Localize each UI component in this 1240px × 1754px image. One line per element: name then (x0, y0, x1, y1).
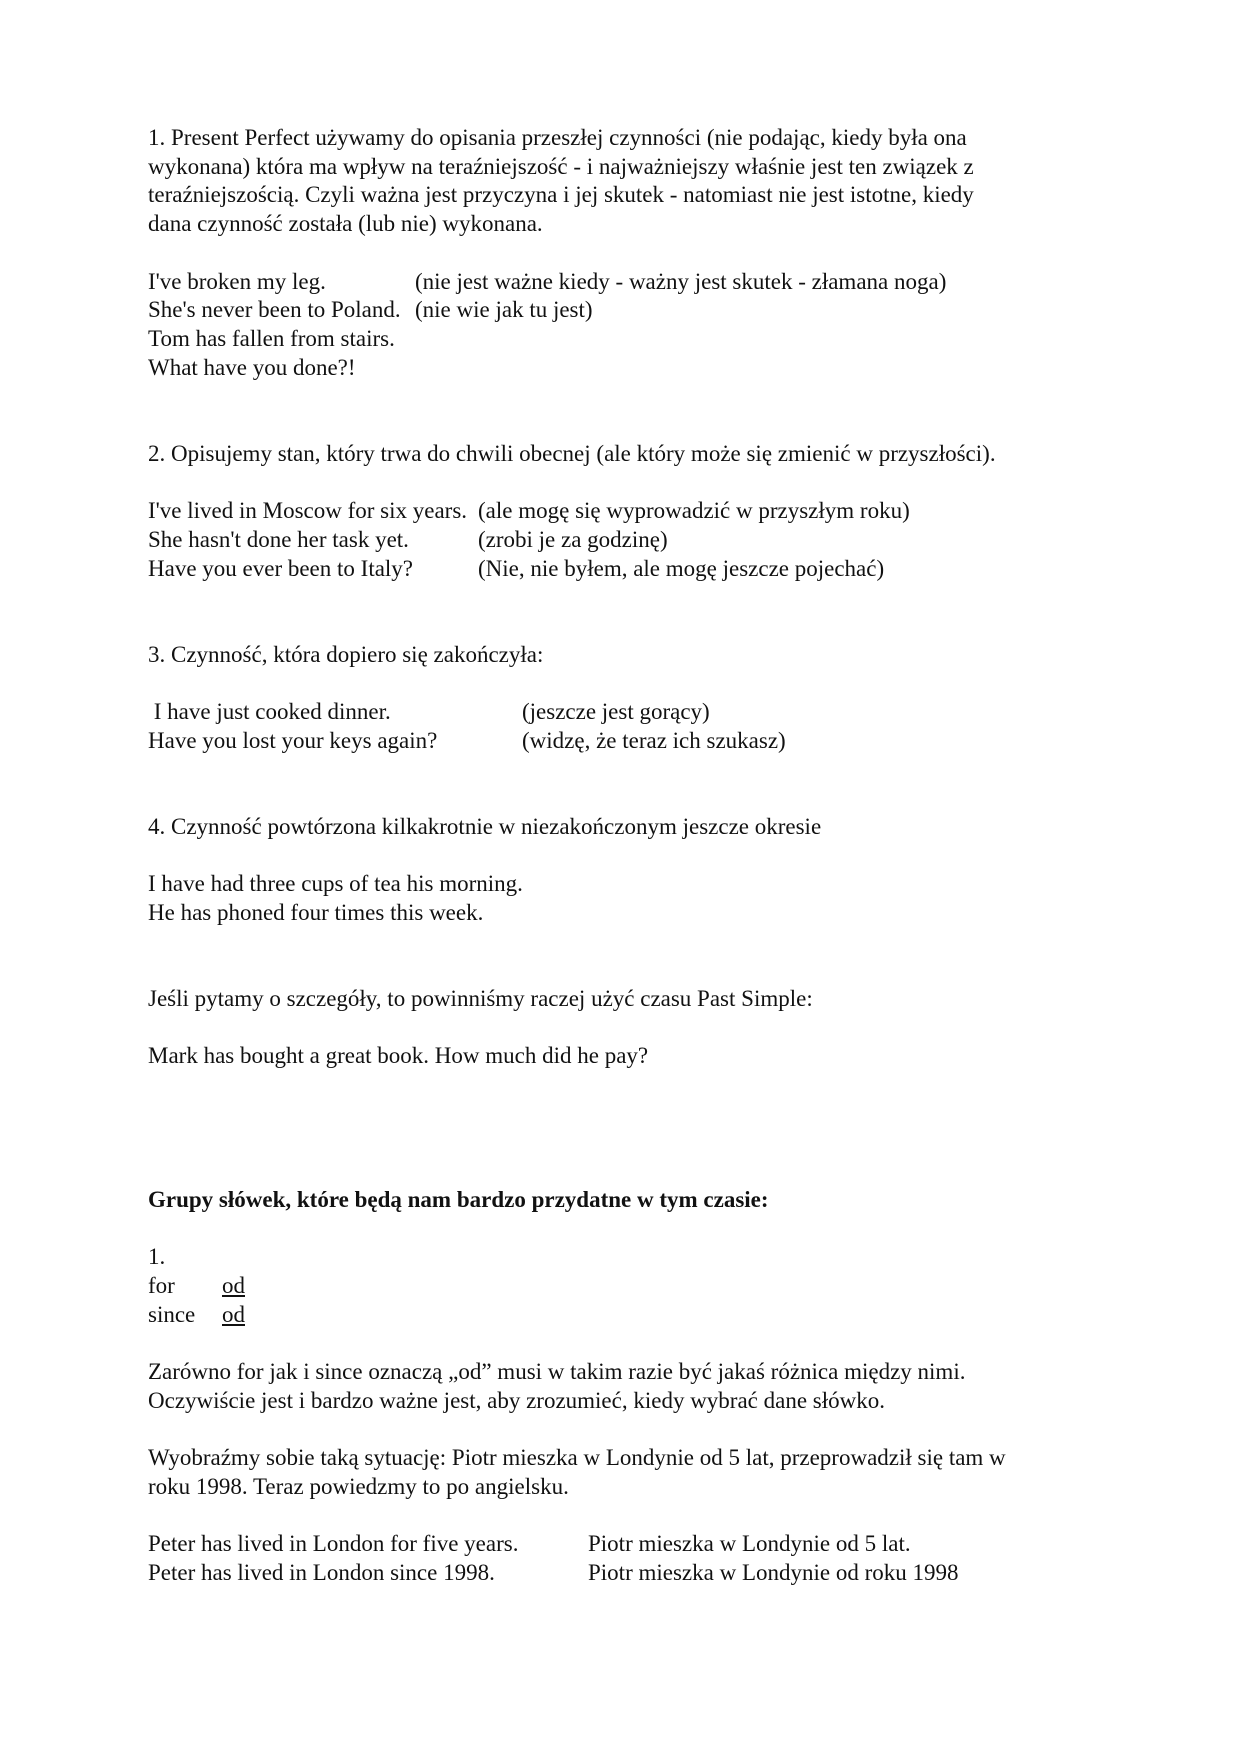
past-simple-note: Jeśli pytamy o szczegóły, to powinniśmy raczej użyć czasu Past Simple: (148, 985, 813, 1011)
example-en: She hasn't done her task yet. (148, 526, 409, 552)
example-en: Tom has fallen from stairs. (148, 325, 395, 351)
word-pair-for (148, 1272, 1098, 1301)
example-pl: (jeszcze jest gorący) (522, 698, 710, 724)
s1-example-2 (148, 296, 1098, 325)
s2-example-3 (148, 555, 1098, 584)
groups-heading: Grupy słówek, które będą nam bardzo przydatne w tym czasie: (148, 1186, 769, 1212)
s4-heading: 4. Czynność powtórzona kilkakrotnie w niezakończonym jeszcze okresie (148, 813, 822, 839)
past-simple-example: Mark has bought a great book. How much did he pay? (148, 1043, 649, 1069)
s1-para-line-3: teraźniejszością. Czyli ważna jest przyczyna i jej skutek - natomiast nie jest istotne, kiedy (148, 182, 974, 208)
word-en: since (148, 1301, 196, 1327)
s1-example-3 (148, 325, 1098, 354)
example-pl: (Nie, nie byłem, ale mogę jeszcze pojechać) (478, 555, 885, 581)
explain-line-1: Zarówno for jak i since oznaczą „od” musi w takim razie być jakaś różnica między nimi. (148, 1359, 966, 1385)
groups-example-1 (148, 1530, 1098, 1559)
example-en: Peter has lived in London since 1998. (148, 1559, 495, 1585)
example-en: She's never been to Poland. (148, 297, 401, 323)
s3-heading: 3. Czynność, która dopiero się zakończyła: (148, 641, 544, 667)
example-en: What have you done?! (148, 354, 356, 380)
s4-example-1: I have had three cups of tea his morning. (148, 871, 523, 897)
s2-example-1 (148, 497, 1098, 526)
example-en: Have you ever been to Italy? (148, 555, 414, 581)
example-en: Peter has lived in London for five years. (148, 1531, 519, 1557)
situation-line-2: roku 1998. Teraz powiedzmy to po angielsku. (148, 1473, 569, 1499)
s3-example-1 (148, 698, 1098, 727)
s2-example-2 (148, 526, 1098, 555)
s1-para-line-1: 1. Present Perfect używamy do opisania przeszłej czynności (nie podając, kiedy była ona (148, 125, 967, 150)
document-page (148, 124, 1098, 1588)
s1-example-4 (148, 354, 1098, 383)
example-pl: (nie wie jak tu jest) (415, 297, 593, 323)
example-en: I've lived in Moscow for six years. (148, 498, 468, 524)
example-en: Have you lost your keys again? (148, 727, 438, 753)
situation-line-1: Wyobraźmy sobie taką sytuację: Piotr mieszka w Londynie od 5 lat, przeprowadził się tam w (148, 1445, 1006, 1471)
example-en: I've broken my leg. (148, 268, 326, 294)
word-pair-since (148, 1301, 1098, 1330)
example-pl: (ale mogę się wyprowadzić w przyszłym roku) (478, 498, 910, 524)
example-pl: (nie jest ważne kiedy - ważny jest skutek - złamana noga) (415, 268, 947, 294)
example-pl: Piotr mieszka w Londynie od roku 1998 (588, 1559, 959, 1585)
word-en: for (148, 1272, 175, 1298)
groups-example-2 (148, 1559, 1098, 1588)
groups-number: 1. (148, 1244, 166, 1270)
word-pl: od (222, 1272, 245, 1298)
explain-line-2: Oczywiście jest i bardzo ważne jest, aby zrozumieć, kiedy wybrać dane słówko. (148, 1387, 885, 1413)
example-en: I have just cooked dinner. (148, 698, 391, 724)
s1-para-line-4: dana czynność została (lub nie) wykonana. (148, 211, 543, 237)
example-pl: Piotr mieszka w Londynie od 5 lat. (588, 1531, 911, 1557)
example-pl: (zrobi je za godzinę) (478, 526, 668, 552)
s2-heading: 2. Opisujemy stan, który trwa do chwili obecnej (ale który może się zmienić w przyszłości). (148, 440, 996, 466)
word-pl: od (222, 1301, 245, 1327)
example-pl: (widzę, że teraz ich szukasz) (522, 727, 786, 753)
s1-para-line-2: wykonana) która ma wpływ na teraźniejszość - i najważniejszy właśnie jest ten związek z (148, 153, 974, 179)
s4-example-2: He has phoned four times this week. (148, 899, 484, 925)
s3-example-2 (148, 727, 1098, 756)
s1-example-1 (148, 268, 1098, 297)
